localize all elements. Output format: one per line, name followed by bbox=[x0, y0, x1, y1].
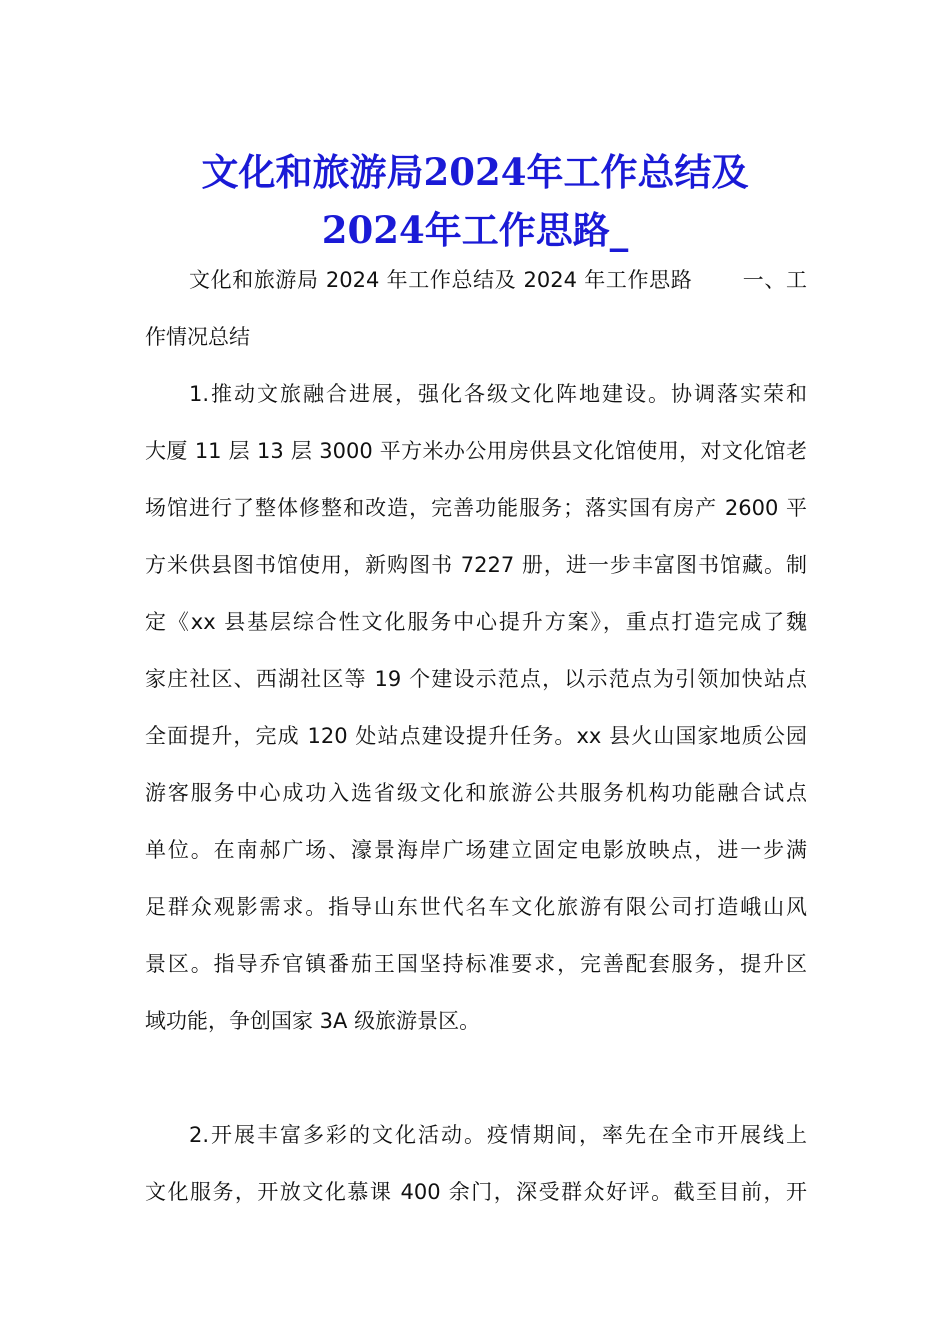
paragraph-1-line-8: 游客服务中心成功入选省级文化和旅游公共服务机构功能融合试点 bbox=[145, 781, 807, 805]
paragraph-2-line-2: 文化服务，开放文化慕课 400 余门，深受群众好评。截至目前，开 bbox=[145, 1180, 807, 1204]
paragraph-1-line-9: 单位。在南郝广场、濠景海岸广场建立固定电影放映点，进一步满 bbox=[145, 838, 807, 862]
document-title bbox=[120, 143, 830, 259]
paragraph-1-line-10: 足群众观影需求。指导山东世代名车文化旅游有限公司打造峨山风 bbox=[145, 895, 807, 919]
paragraph-1-line-11: 景区。指导乔官镇番茄王国坚持标准要求，完善配套服务，提升区 bbox=[145, 952, 807, 976]
paragraph-1-line-4: 方米供县图书馆使用，新购图书 7227 册，进一步丰富图书馆藏。制 bbox=[145, 553, 807, 577]
paragraph-spacer bbox=[145, 1050, 807, 1107]
paragraph-2 bbox=[145, 1107, 807, 1221]
paragraph-1-line-7: 全面提升，完成 120 处站点建设提升任务。xx 县火山国家地质公园 bbox=[145, 724, 807, 748]
paragraph-1-line-2: 大厦 11 层 13 层 3000 平方米办公用房供县文化馆使用，对文化馆老 bbox=[145, 439, 807, 463]
paragraph-2-line-1: 2.开展丰富多彩的文化活动。疫情期间，率先在全市开展线上 bbox=[189, 1123, 807, 1147]
paragraph-1-line-12: 域功能，争创国家 3A 级旅游景区。 bbox=[145, 1009, 481, 1033]
document-body bbox=[145, 252, 807, 1221]
paragraph-1 bbox=[145, 366, 807, 1050]
intro-line-1: 文化和旅游局 2024 年工作总结及 2024 年工作思路 一、工 bbox=[189, 268, 807, 292]
paragraph-1-line-3: 场馆进行了整体修整和改造，完善功能服务；落实国有房产 2600 平 bbox=[145, 496, 807, 520]
title-line-2: 2024年工作思路_ bbox=[321, 207, 629, 252]
paragraph-1-line-1: 1.推动文旅融合进展，强化各级文化阵地建设。协调落实荣和 bbox=[189, 382, 807, 406]
paragraph-1-line-5: 定《xx 县基层综合性文化服务中心提升方案》，重点打造完成了魏 bbox=[145, 610, 807, 634]
intro-line-2: 作情况总结 bbox=[145, 325, 250, 349]
paragraph-1-line-6: 家庄社区、西湖社区等 19 个建设示范点，以示范点为引领加快站点 bbox=[145, 667, 807, 691]
title-line-1: 文化和旅游局2024年工作总结及 bbox=[201, 149, 749, 194]
intro-paragraph bbox=[145, 252, 807, 366]
